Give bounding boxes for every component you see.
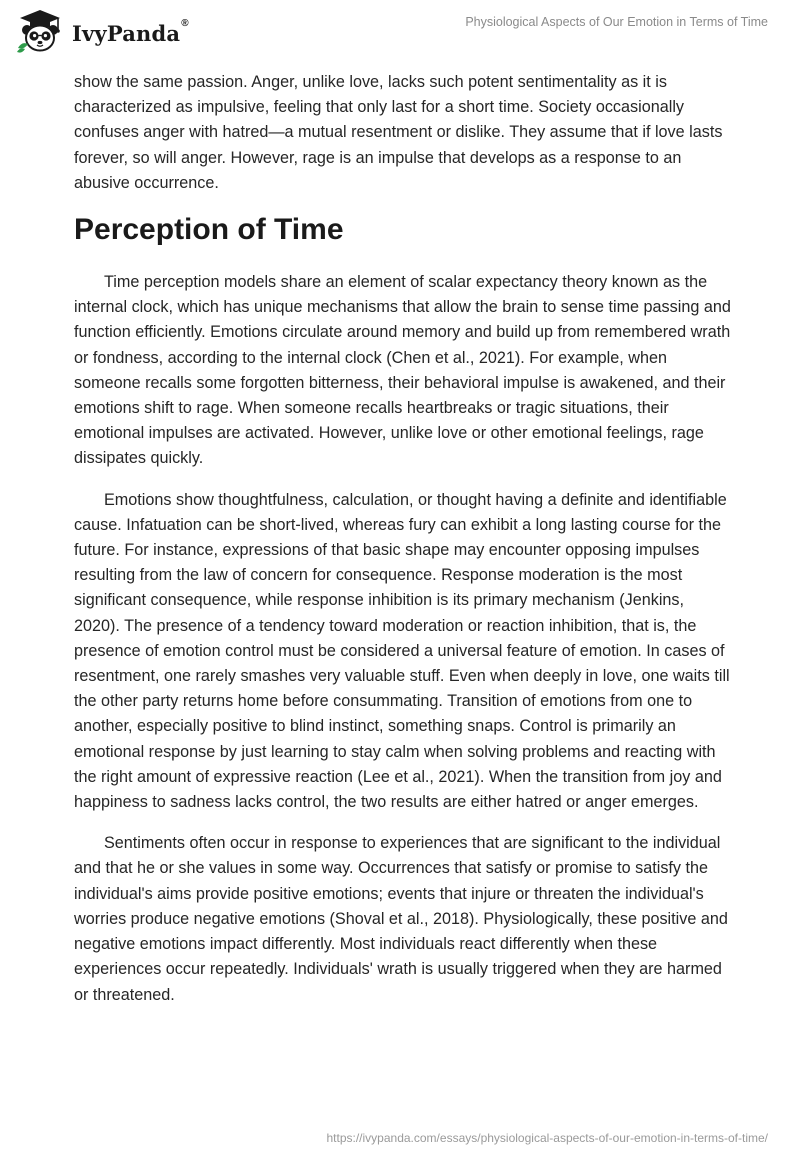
document-title: Physiological Aspects of Our Emotion in Terms of Time	[465, 15, 768, 29]
ivypanda-logo[interactable]	[14, 8, 189, 54]
brand-label: IvyPanda	[72, 20, 181, 46]
body-paragraph: Time perception models share an element of scalar expectancy theory known as the internal clock, which has unique mechanisms that allow the brain to sense time passing and function efficiently. Emotions circulate around memory and build up from remembered wrath or fondness, according to the internal clock (Chen et al., 2021). For example, when someone recalls some forgotten bitterness, their behavioral impulse is awakened, and their emotions shift to rage. When someone recalls heartbreaks or tragic situations, their emotional impulses are activated. However, unlike love or other emotional feelings, rage dissipates quickly.	[74, 273, 731, 468]
intro-paragraph: show the same passion. Anger, unlike love, lacks such potent sentimentality as it is characterized as impulsive, feeling that only last for a short time. Society occasionally confuses anger with hatred—a mutual resentment or dislike. They assume that if love lasts forever, so will anger. However, rage is an impulse that develops as a response to an abusive occurrence.	[74, 73, 723, 192]
registered-mark: ®	[181, 17, 189, 29]
essay-body	[74, 70, 734, 1024]
body-paragraph: Sentiments often occur in response to experiences that are significant to the individual and that he or she values in some way. Occurrences that satisfy or promise to satisfy the individual's aims provide positive emotions; events that injure or threaten the individual's worries produce negative emotions (Shoval et al., 2018). Physiologically, these positive and negative emotions impact differently. Most individuals react differently when these experiences occur repeatedly. Individuals' wrath is usually triggered when they are harmed or threatened.	[74, 834, 728, 1004]
body-paragraph: Emotions show thoughtfulness, calculation, or thought having a definite and identifiable cause. Infatuation can be short-lived, whereas fury can exhibit a long lasting course for the future. For instance, expressions of that basic shape may encounter opposing impulses resulting from the law of concern for consequence. Response moderation is the most significant consequence, while response inhibition is its primary mechanism (Jenkins, 2020). The presence of a tendency toward moderation or reaction inhibition, that is, the presence of emotion control must be considered a universal feature of emotion. In cases of resentment, one rarely smashes very valuable stuff. Even when deeply in love, one waits till the other party returns home before consummating. Transition of emotions from one to another, especially positive to blind instinct, something snaps. Control is primarily an emotional response by just learning to stay calm when solving problems and reacting with the right amount of expressive reaction (Lee et al., 2021). When the transition from joy and happiness to sadness lacks control, the two results are either hatred or anger emerges.	[74, 490, 730, 812]
panda-logo-icon	[14, 8, 66, 54]
source-url[interactable]: https://ivypanda.com/essays/physiological-aspects-of-our-emotion-in-terms-of-time/	[326, 1131, 768, 1145]
page-header	[0, 0, 800, 62]
brand-name	[72, 17, 189, 46]
section-heading: Perception of Time	[74, 213, 344, 247]
